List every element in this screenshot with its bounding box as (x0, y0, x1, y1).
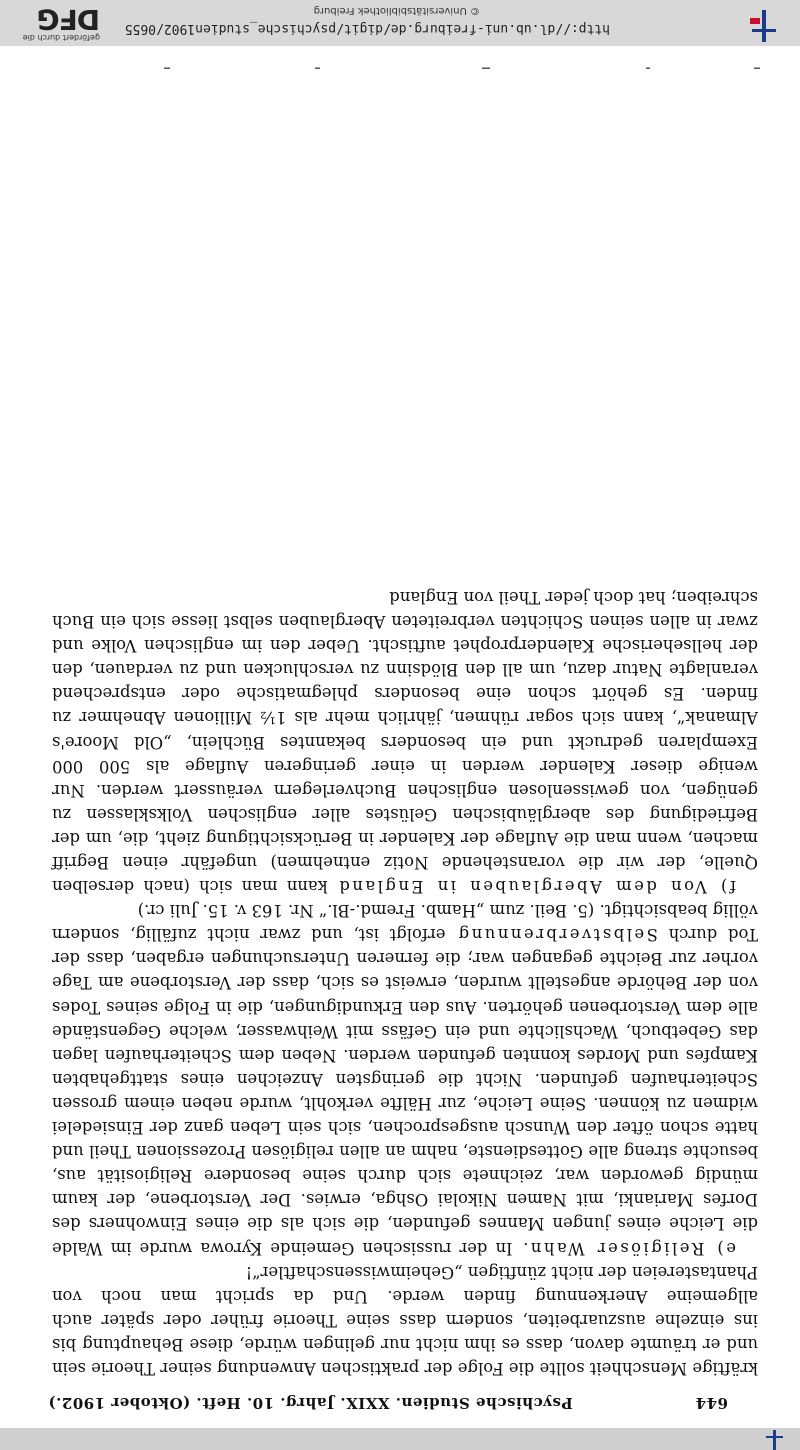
dfg-caption: gefördert durch die (22, 33, 100, 42)
footer-url-link[interactable]: http://dl.ub.uni-freiburg.de/digit/psychische_studien1902/0655 (124, 21, 610, 36)
article-text (52, 585, 758, 1380)
paragraph-1: kräftige Menschheit sollte die Folge der praktischen Anwendung seiner Theorie sein und er träumte davon, dass es ihm nicht nur gelingen würde, diese Behauptung bis ins einzelne auszuarbeiten, sondern dass seine Theorie früher oder später auch allgemeine Anerkennung finden werde. Und da spricht man noch von Phantastereien der nicht zünftigen „Geheimwissenschaftler“! (52, 1262, 758, 1378)
paragraph-2-text: In der russischen Gemeinde Kyrowa wurde im Walde die Leiche eines jungen Mannes gefunden, die sich als die eines Einwohners des Dorfes Marianki, mit Namen Nikolai Oshga, erwies. Der Verstorbene, der kaum mündig geworden war, zeichnete sich durch seine besondere Religiosität aus, besuchte streng alle Gottesdienste, nahm an allen religiösen Prozessionen Theil und hatte schon öfter den Wunsch ausgesprochen, sich sein Leben ganz der Einsiedelei widmen zu können. Seine Leiche, zur Hälfte verkohlt, wurde neben einem grossen Scheiterhaufen gefunden. Nicht die geringsten Anzeichen eines stattgehabten Kampfes und Mordes konnten gefunden werden. Neben dem Scheiterhaufen lagen das Gebetbuch, Wachslichte und ein Gefäss mit Weihwasser, welche Gegenstände alle dem Verstorbenen gehörten. Aus den Erkundigungen, die in Folge seines Todes von der Behörde angestellt wurden, erweist es sich, dass der Verstorbene am Tage vorher zur Beichte gegangen war; die ferneren Untersuchungen ergaben, dass der Tod durch (52, 925, 758, 1258)
paragraph-2-end: erfolgt ist, und zwar nicht zufällig, sondern völlig beabsichtigt. (5. Beil. zum „Hamb. Fremd.-Bl.“ Nr. 163 v. 15. Juli cr.) (52, 901, 758, 945)
section-heading-e: e) Religiöser Wahn. (520, 1238, 736, 1258)
page-edge-marks (30, 66, 770, 70)
running-header (48, 1394, 728, 1412)
spaced-word: Selbstverbrennung (456, 925, 658, 945)
footer-copyright: © Universitätsbibliothek Freiburg (313, 5, 480, 16)
dfg-logo-text: DFG (37, 3, 100, 36)
section-heading-f: f) Von dem Aberglauben in England (336, 877, 736, 897)
dfg-logo (10, 5, 100, 42)
running-title: Psychische Studien. XXIX. Jahrg. 10. Heft. (Oktober 1902.) (48, 1394, 573, 1412)
paragraph-3 (52, 585, 758, 898)
page-number: 644 (695, 1394, 728, 1412)
university-library-logo-small-icon (762, 1430, 788, 1450)
paragraph-2 (52, 898, 758, 1259)
paragraph-3-text: kann man sich (nach derselben Quelle, der wir die voranstehende Notiz entnehmen) ungefähr einen Begriff machen, wenn man die Auflage der Kalender in Berücksichtigung zieht, die, um der Befriedigung des abergläubischen Gelüstes aller englischen Volksklassen zu genügen, von gewissenlosen englischen Buchverlegern veräussert werden. Nur wenige dieser Kalender werden in einer geringeren Auflage als 500 000 Exemplaren gedruckt und ein besonders bekanntes Büchlein, „Old Moore's Almanak“, kann sich sogar rühmen, jährlich mehr als 1½ Millionen Abnehmer zu finden. Es gehört schon eine besonders phlegmatische oder entsprechend veranlagte Natur dazu, um all den Blödsinn zu verschlucken und zu verdauen, den der hellseherische Kalenderprophet auftischt. Ueber den im englischen Volke und zwar in allen seinen Schichten verbreiteten Aberglauben selbst liesse sich ein Buch schreiben; hat doch jeder Theil von England (52, 588, 758, 897)
university-library-logo-icon (746, 8, 782, 44)
